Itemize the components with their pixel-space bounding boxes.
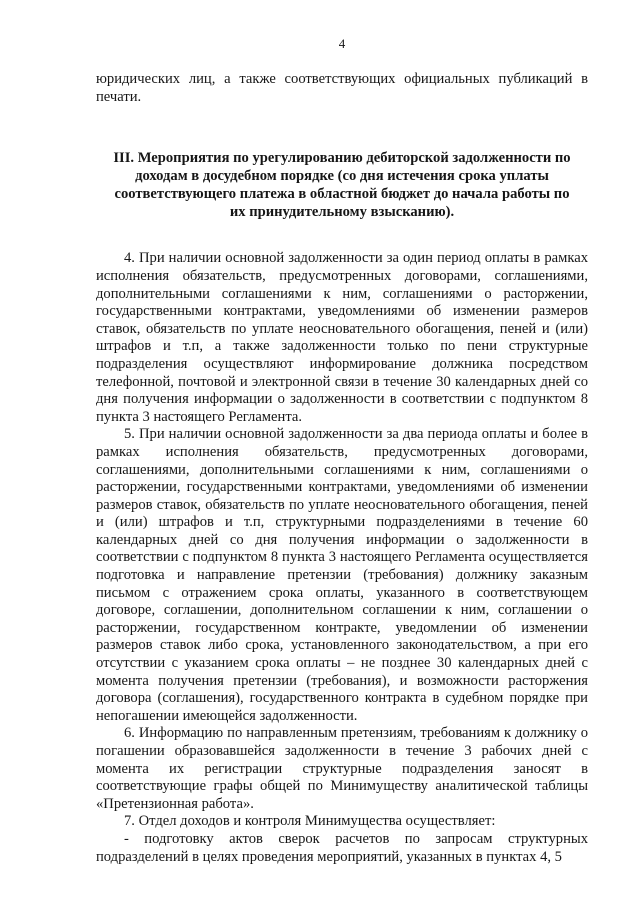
section-heading: III. Мероприятия по урегулированию дебиторской задолженности по доходам в досудебном порядке (со дня истечения срока уплаты соответствующего платежа в областной бюджет до начала работы по их принудительному взысканию). <box>113 150 571 220</box>
page-number: 4 <box>338 36 346 51</box>
paragraph-5: 5. При наличии основной задолженности за два периода оплаты и более в рамках исполнения обязательств, предусмотренных договорами, соглашениями, дополнительными соглашениями к ним, соглашениями о расторжении, государственными контрактами, уведомлениями об изменении размеров ставок, обязательств по уплате неосновательного обогащения, пеней и (или) штрафов и т.п, структурными подразделениями в течение 60 календарных дней со дня получения информации о задолженности в соответствии с подпунктом 8 пункта 3 настоящего Регламента осуществляется подготовка и направление претензии (требования) должнику заказным письмом с отражением срока оплаты, указанного в соответствующем договоре, соглашении, дополнительном соглашении к ним, соглашении о расторжении, государственном контракте, уведомлении об изменении размеров ставок либо срока, установленного законодательством, а при его отсутствии с указанием срока оплаты – не позднее 30 календарных дней с момента получения претензии (требования), и возможности расторжения договора (соглашения), государственного контракта в судебном порядке при непогашении имеющейся задолженности. <box>96 426 588 724</box>
paragraph-7-item-1: - подготовку актов сверок расчетов по запросам структурных подразделений в целях проведения мероприятий, указанных в пунктах 4, 5 <box>96 830 588 865</box>
paragraph-continuation: юридических лиц, а также соответствующих официальных публикаций в печати. <box>96 71 588 105</box>
paragraph-7: 7. Отдел доходов и контроля Минимущества осуществляет: <box>124 813 496 830</box>
paragraph-4: 4. При наличии основной задолженности за один период оплаты в рамках исполнения обязательств, предусмотренных договорами, соглашениями, дополнительными соглашениями к ним, соглашениями о расторжении, государственными контрактами, уведомлениями об изменении размеров ставок, обязательств по уплате неосновательного обогащения, пеней и (или) штрафов и т.п, а также задолженности только по пени структурные подразделения осуществляют информирование должника посредством телефонной, почтовой и электронной связи в течение 30 календарных дней со дня получения информации о задолженности в соответствии с подпунктом 8 пункта 3 настоящего Регламента. <box>96 250 588 425</box>
paragraph-6: 6. Информацию по направленным претензиям, требованиям к должнику о погашении образовавшейся задолженности в течение 3 рабочих дней с момента их регистрации структурные подразделения заносят в соответствующие графы общей по Минимуществу аналитической таблицы «Претензионная работа». <box>96 725 588 812</box>
